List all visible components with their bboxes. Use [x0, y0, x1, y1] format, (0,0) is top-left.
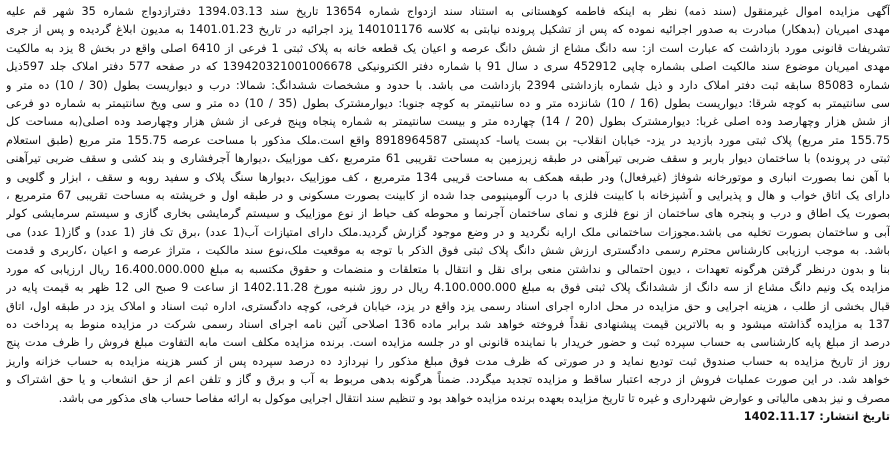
notice-text-line: آبی و ساختمان بصورت تخلیه می باشد.مجوزات ساختمانی ملک ارایه نگردید و در وضع موجود گزارش گردید.ملک دارای امتیازات آب(1 عدد) ،برق تک فاز (1 عدد) و گاز(1 عدد) می [6, 225, 890, 239]
notice-text-line: از شش هزار وچهارصد وده اصلی غربا: دیوارمشترک بطول (20 / 14) چهارده متر و بیست سانتیمتر به شماره پنجاه وپنج فرعی از شش هزار وچهارصد وده اصلی(به مساحت کل [6, 115, 890, 129]
notice-text-line: مهدی امیریان (بدهکار) مبادرت به صدور اجرائیه نموده که پس از تشکیل پرونده نیابتی به کلاسه 140101176 یزد اجرائیه در تاریخ 1401.01.23 به مدیون ابلاغ گردیده و پس از جری [6, 23, 890, 37]
notice-text-line: 155.75 متر مربع) پلاک ثبتی مورد بازدید در یزد- خیابان انقلاب- بن بست یاسا- کدپستی 8918964587 واقع است.ملک مذکور با مساحت عرصه 155.75 متر مربع (طبق استعلام [6, 133, 890, 147]
notice-text-line: باشد. به موجب ارزیابی کارشناس محترم رسمی دادگستری ارزش شش دانگ پلاک ثبتی فوق الذکر با توجه به موقعیت ملک،نوع سند مالکیت ، متراژ عرصه و اعیان ،کاربری و قدمت [6, 244, 890, 258]
notice-text-line: دارای یک اتاق خواب و هال و پذیرایی و آشپزخانه با کابینت فلزی با درب آلومینیومی جدا شده از کابینت بصورت مسکونی و در طبقه اول و خرپشته به مساحت تقریبی 67 مترمربع ، [6, 189, 890, 203]
notice-text-line: با آهن نما بصورت انباری و موتورخانه شوفاژ (غیرفعال) ودر طبقه همکف به مساحت قریبی 134 مترمربع ، کف موزاییک ،دیوارها سنگ پلاک و سفید روبه و سقف ، ابزار و گلویی و [6, 170, 890, 184]
notice-text-line: تشریفات قانونی مورد بازداشت که عبارت است از: سه دانگ مشاع از شش دانگ عرصه و اعیان یک قطعه خانه به پلاک ثبتی 1 فرعی از 6410 اصلی واقع در بخش 8 یزد به مالکیت [6, 41, 890, 55]
notice-text-line: بنا و بدون درنظر گرفتن هرگونه تعهدات ، دیون احتمالی و نداشتن منعی برای نقل و انتقال با متعلقات و منضمات و حقوق مکتسبه به مبلغ 16.400.000.000 ریال ارزیابی که مورد [6, 262, 890, 276]
notice-text-line: درصد از مبلغ پایه کارشناسی به حساب سپرده ثبت و حضور خریدار با نماینده قانونی او در جلسه مزایده است. برنده مزایده مکلف است مابه التفاوت مبلغ فروش را ظرف مدت پنج [6, 336, 890, 350]
notice-text-line: مهدی امیریان موضوع سند مالکیت اصلی بشماره چاپی 452912 سری د سال 91 با شماره دفتر الکترونیکی 139420321001006678 که در صفحه 577 دفتر املاک جلد 597ذیل [6, 60, 890, 74]
notice-text-line: آگهی مزایده اموال غیرمنقول (سند ذمه) نظر به اینکه فاطمه کوهستانی به استناد سند ازدواج شماره 13654 تاریخ سند 1394.03.13 دفترازدواج شماره 35 شهر قم علیه [6, 5, 890, 18]
notice-text-line: مصرف و نیز بدهی مالیاتی و عوارض شهرداری و غیره تا تاریخ مزایده بعهده برنده مزایده خواهد بود و تنظیم سند انتقال اجرایی موکول به ارائه مفاصا حساب های مذکور می باشد. [58, 391, 890, 405]
notice-text-line: مزایده یک ونیم دانگ مشاع از سه دانگ از ششدانگ پلاک ثبتی فوق به مبلغ 4.100.000.000 ریال در روز شنبه مورخ 1402.11.28 از ساعت 9 صبح الی 12 ظهر به قیمت پایه در [6, 281, 890, 295]
notice-text-line: ثبتی در پرونده) با ساختمان دیوار باربر و سقف ضربی تیرآهنی در طبقه زیرزمین به مساحت تقریبی 61 مترمربع ،کف موزاییک ،دیوارها آجرفشاری و بند کشی و سقف ضربی تیرآهنی [6, 152, 890, 166]
notice-text-line: سی سانتیمتر به کوچه شرقا: دیواریست بطول (16 / 10) شانزده متر و ده سانتیمتر به کوچه جنوبا: دیوارمشترک بطول (35 / 10) ده متر و سی ویخ سانتیمتر به شماره دو فرعی [6, 97, 890, 111]
notice-text-line: بصورت یک اطاق و درب و پنجره های ساختمان از نوع فلزی و نمای ساختمان آجرنما و محوطه کف حیاط از نوع موزاییک و سیستم گرمایشی بخاری گازی و سیستم سرمایشی کولر [6, 207, 890, 221]
notice-text-line: روز از تاریخ مزایده به حساب صندوق ثبت تودیع نماید و در صورتی که ظرف مدت فوق مبلغ مذکور را نپردازد ده درصد سپرده پس از کسر هزینه مزایده به حساب خزانه واریز [6, 354, 890, 368]
notice-text-line: خواهد شد. در این صورت عملیات فروش از درجه اعتبار ساقط و مزایده تجدید میگردد. ضمناً هرگونه بدهی مربوط به آب و برق و گاز و تلفن اعم از حق انشعاب و یا حق اشتراک و [6, 373, 890, 387]
publication-date: تاریخ انتشار: 1402.11.17 [743, 409, 890, 423]
notice-text-line: قبال بخشی از طلب ، هزینه اجرایی و حق مزایده در محل اداره اجرای اسناد رسمی یزد واقع در یزد، خیابان فرخی، کوچه دادگستری، اداره ثبت اسناد و املاک یزد در طبقه اول، اتاق [6, 299, 890, 313]
notice-text-line: 137 به مزایده گذاشته میشود و به بالاترین قیمت پیشنهادی نقداً فروخته خواهد شد برابر ماده 136 اصلاحی آئین نامه اجرای اسناد رسمی شرکت در مزایده منوط به پرداخت ده [6, 317, 890, 331]
notice-text-line: شماره 85083 سابقه ثبت دفتر املاک دارد و ذیل شماره بازداشتی 2394 بازداشت می باشد. با حدود و مشخصات ششدانگ: شمالا: درب و دیواریست بطول (30 / 10) ده متر و [6, 78, 890, 92]
